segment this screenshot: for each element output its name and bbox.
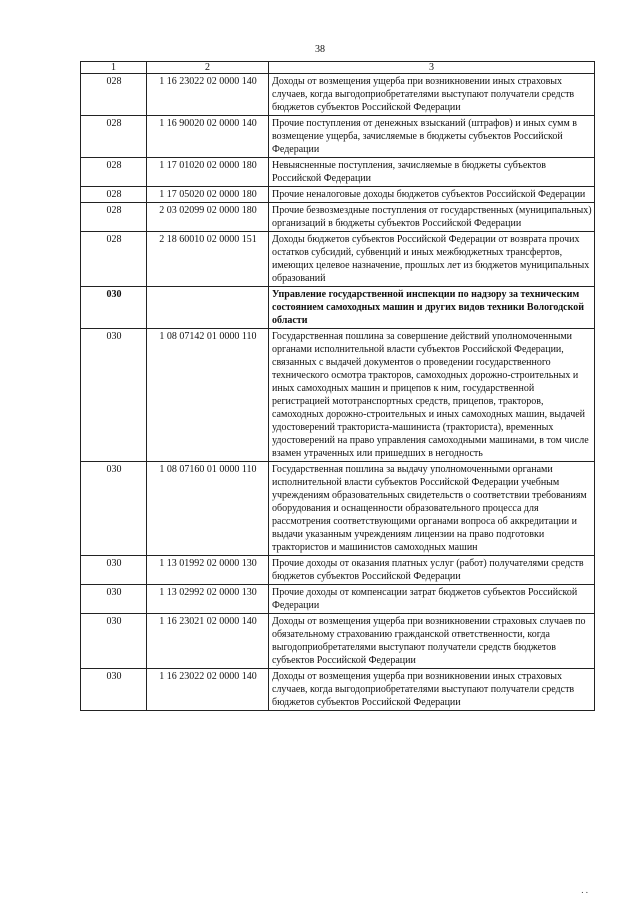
row-revenue-name: Доходы бюджетов субъектов Российской Федерации от возврата прочих остатков субсидий, субвенций и иных межбюджетных трансфертов, имеющих целевое назначение, прошлых лет из бюджетов муниципальных образований bbox=[269, 232, 595, 287]
row-admin-code: 028 bbox=[81, 232, 147, 287]
row-budget-code: 1 13 01992 02 0000 130 bbox=[147, 556, 269, 585]
column-header-admin: 1 bbox=[81, 62, 147, 74]
row-revenue-name: Прочие неналоговые доходы бюджетов субъектов Российской Федерации bbox=[269, 187, 595, 203]
table-row bbox=[81, 329, 595, 462]
row-revenue-name: Доходы от возмещения ущерба при возникновении иных страховых случаев, когда выгодоприобретателями выступают получатели средств бюджетов субъектов Российской Федерации bbox=[269, 669, 595, 711]
row-admin-code: 028 bbox=[81, 74, 147, 116]
row-revenue-name: Прочие доходы от компенсации затрат бюджетов субъектов Российской Федерации bbox=[269, 585, 595, 614]
row-admin-code: 030 bbox=[81, 556, 147, 585]
column-header-name: 3 bbox=[269, 62, 595, 74]
row-revenue-name: Государственная пошлина за совершение действий уполномоченными органами исполнительной власти субъектов Российской Федерации, связанных с выдачей документов о проведении государственного технического осмотра тракторов, самоходных дорожно-строительных и иных самоходных машин и прицепов к ним, государственной регистрацией мототранспортных средств, прицепов, тракторов, самоходных дорожно-строительных и иных самоходных машин, выдачей удостоверений тракториста-машиниста (тракториста), временных удостоверений на право управления самоходными машинами, в том числе взамен утраченных или пришедших в негодность bbox=[269, 329, 595, 462]
row-revenue-name: Управление государственной инспекции по надзору за техническим состоянием самоходных машин и других видов техники Вологодской области bbox=[269, 287, 595, 329]
row-budget-code bbox=[147, 287, 269, 329]
row-budget-code: 2 18 60010 02 0000 151 bbox=[147, 232, 269, 287]
row-revenue-name: Прочие безвозмездные поступления от государственных (муниципальных) организаций в бюджеты субъектов Российской Федерации bbox=[269, 203, 595, 232]
table-body bbox=[81, 74, 595, 711]
table-row bbox=[81, 462, 595, 556]
row-admin-code: 028 bbox=[81, 158, 147, 187]
table-row bbox=[81, 116, 595, 158]
row-revenue-name: Прочие доходы от оказания платных услуг (работ) получателями средств бюджетов субъектов Российской Федерации bbox=[269, 556, 595, 585]
row-admin-code: 030 bbox=[81, 462, 147, 556]
table-row bbox=[81, 287, 595, 329]
row-admin-code: 028 bbox=[81, 116, 147, 158]
table-row bbox=[81, 556, 595, 585]
table-row bbox=[81, 669, 595, 711]
revenue-classification-table bbox=[80, 61, 595, 711]
table-row bbox=[81, 158, 595, 187]
table-row bbox=[81, 585, 595, 614]
table-row bbox=[81, 187, 595, 203]
row-revenue-name: Прочие поступления от денежных взысканий (штрафов) и иных сумм в возмещение ущерба, зачисляемые в бюджеты субъектов Российской Федерации bbox=[269, 116, 595, 158]
row-admin-code: 030 bbox=[81, 614, 147, 669]
column-header-code: 2 bbox=[147, 62, 269, 74]
row-budget-code: 1 16 23021 02 0000 140 bbox=[147, 614, 269, 669]
row-revenue-name: Государственная пошлина за выдачу уполномоченными органами исполнительной власти субъектов Российской Федерации учебным учреждениям образовательных свидетельств о соответствии требованиям оборудования и оснащенности образовательного процесса для рассмотрения соответствующими органами вопроса об аккредитации и выдачи указанным учреждениям лицензии на право подготовки трактористов и машинистов самоходных машин bbox=[269, 462, 595, 556]
row-revenue-name: Доходы от возмещения ущерба при возникновении страховых случаев по обязательному страхованию гражданской ответственности, когда выгодоприобретателями выступают получатели средств бюджетов субъектов Российской Федерации bbox=[269, 614, 595, 669]
row-budget-code: 1 13 02992 02 0000 130 bbox=[147, 585, 269, 614]
page-number: 38 bbox=[315, 44, 325, 55]
row-budget-code: 2 03 02099 02 0000 180 bbox=[147, 203, 269, 232]
row-revenue-name: Невыясненные поступления, зачисляемые в бюджеты субъектов Российской Федерации bbox=[269, 158, 595, 187]
row-admin-code: 030 bbox=[81, 669, 147, 711]
table-row bbox=[81, 203, 595, 232]
table-row bbox=[81, 232, 595, 287]
scan-mark: . . bbox=[581, 885, 588, 895]
row-budget-code: 1 08 07142 01 0000 110 bbox=[147, 329, 269, 462]
row-budget-code: 1 16 23022 02 0000 140 bbox=[147, 669, 269, 711]
table-row bbox=[81, 614, 595, 669]
row-admin-code: 028 bbox=[81, 187, 147, 203]
table-header-row bbox=[81, 62, 595, 74]
table-row bbox=[81, 74, 595, 116]
row-budget-code: 1 17 05020 02 0000 180 bbox=[147, 187, 269, 203]
row-admin-code: 030 bbox=[81, 287, 147, 329]
row-budget-code: 1 16 90020 02 0000 140 bbox=[147, 116, 269, 158]
row-revenue-name: Доходы от возмещения ущерба при возникновении иных страховых случаев, когда выгодоприобретателями выступают получатели средств бюджетов субъектов Российской Федерации bbox=[269, 74, 595, 116]
row-admin-code: 030 bbox=[81, 585, 147, 614]
row-budget-code: 1 17 01020 02 0000 180 bbox=[147, 158, 269, 187]
row-budget-code: 1 16 23022 02 0000 140 bbox=[147, 74, 269, 116]
row-admin-code: 028 bbox=[81, 203, 147, 232]
row-budget-code: 1 08 07160 01 0000 110 bbox=[147, 462, 269, 556]
row-admin-code: 030 bbox=[81, 329, 147, 462]
